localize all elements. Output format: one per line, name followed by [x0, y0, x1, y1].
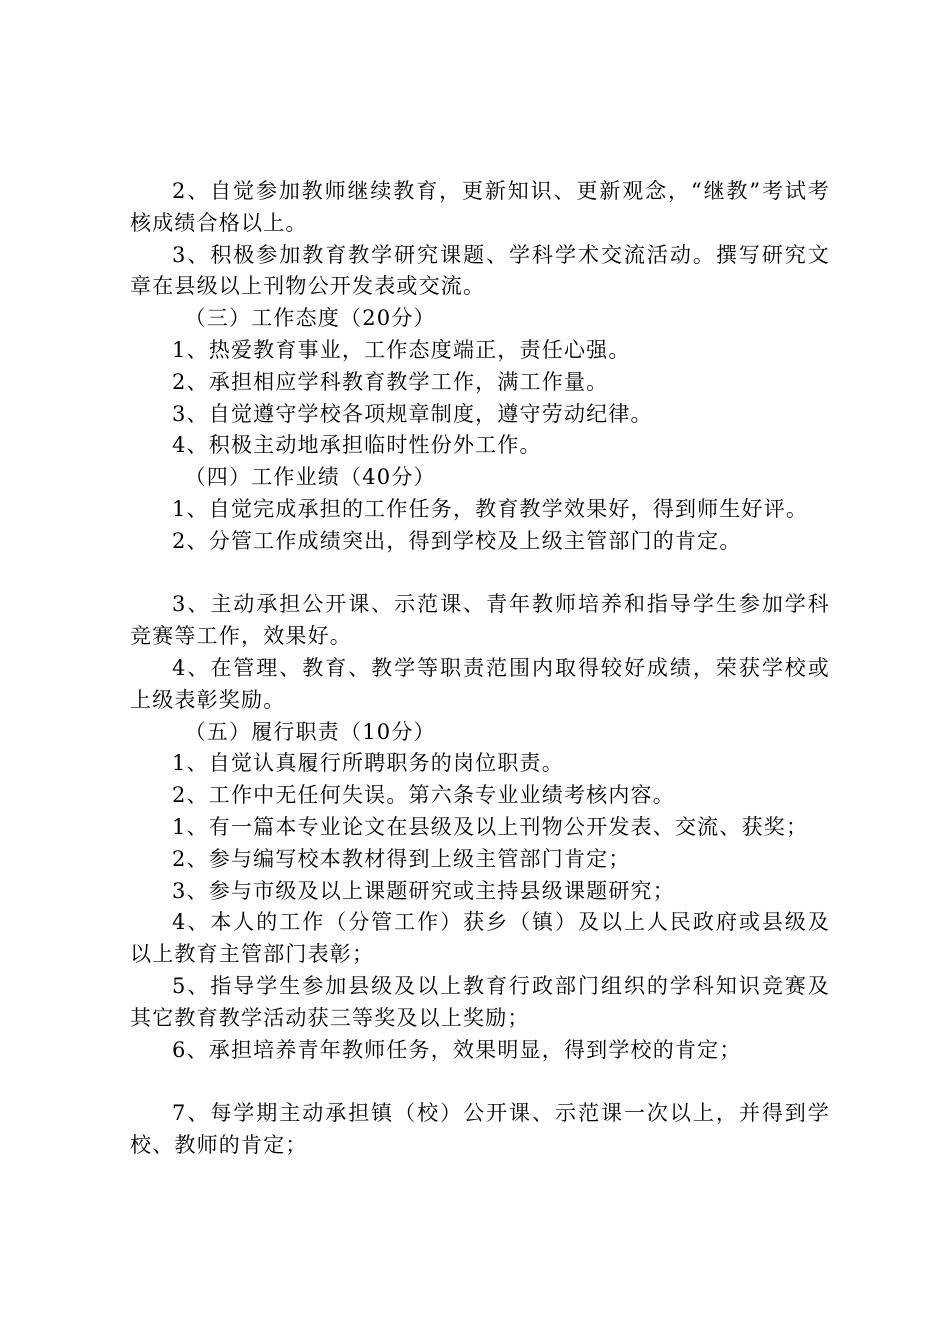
paragraph-professional-4: 4、本人的工作（分管工作）获乡（镇）及以上人民政府或县级及以上教育主管部门表彰； [130, 910, 830, 967]
section-heading-work-attitude: （三）工作态度（20分） [184, 306, 436, 331]
section-heading-work-performance: （四）工作业绩（40分） [184, 465, 436, 490]
paragraph-attitude-1: 1、热爱教育事业，工作态度端正，责任心强。 [172, 337, 631, 362]
paragraph-professional-1: 1、有一篇本专业论文在县级及以上刊物公开发表、交流、获奖； [172, 814, 809, 839]
paragraph-performance-2: 2、分管工作成绩突出，得到学校及上级主管部门的肯定。 [172, 528, 742, 553]
paragraph-attitude-4: 4、积极主动地承担临时性份外工作。 [172, 433, 542, 458]
paragraph-duties-2: 2、工作中无任何失误。第六条专业业绩考核内容。 [172, 783, 675, 808]
paragraph-professional-5: 5、指导学生参加县级及以上教育行政部门组织的学科知识竞赛及其它教育教学活动获三等奖及以上奖励； [130, 973, 830, 1030]
paragraph-professional-2: 2、参与编写校本教材得到上级主管部门肯定； [172, 846, 631, 871]
paragraph-duties-1: 1、自觉认真履行所聘职务的岗位职责。 [172, 751, 564, 776]
paragraph-professional-6: 6、承担培养青年教师任务，效果明显，得到学校的肯定； [172, 1037, 742, 1062]
document-body [130, 176, 830, 1162]
paragraph-attitude-3: 3、自觉遵守学校各项规章制度，遵守劳动纪律。 [172, 401, 653, 426]
paragraph-research: 3、积极参加教育教学研究课题、学科学术交流活动。撰写研究文章在县级以上刊物公开发表或交流。 [130, 242, 830, 299]
paragraph-attitude-2: 2、承担相应学科教育教学工作，满工作量。 [172, 369, 609, 394]
paragraph-professional-3: 3、参与市级及以上课题研究或主持县级课题研究； [172, 878, 675, 903]
section-heading-duties: （五）履行职责（10分） [184, 719, 436, 744]
paragraph-performance-1: 1、自觉完成承担的工作任务，教育教学效果好，得到师生好评。 [172, 496, 809, 521]
paragraph-performance-4: 4、在管理、教育、教学等职责范围内取得较好成绩，荣获学校或上级表彰奖励。 [130, 655, 830, 712]
paragraph-performance-3: 3、主动承担公开课、示范课、青年教师培养和指导学生参加学科竞赛等工作，效果好。 [130, 592, 830, 649]
paragraph-professional-7: 7、每学期主动承担镇（校）公开课、示范课一次以上，并得到学校、教师的肯定； [130, 1101, 830, 1157]
paragraph-continuing-education: 2、自觉参加教师继续教育，更新知识、更新观念，“继教”考试考核成绩合格以上。 [130, 179, 830, 235]
